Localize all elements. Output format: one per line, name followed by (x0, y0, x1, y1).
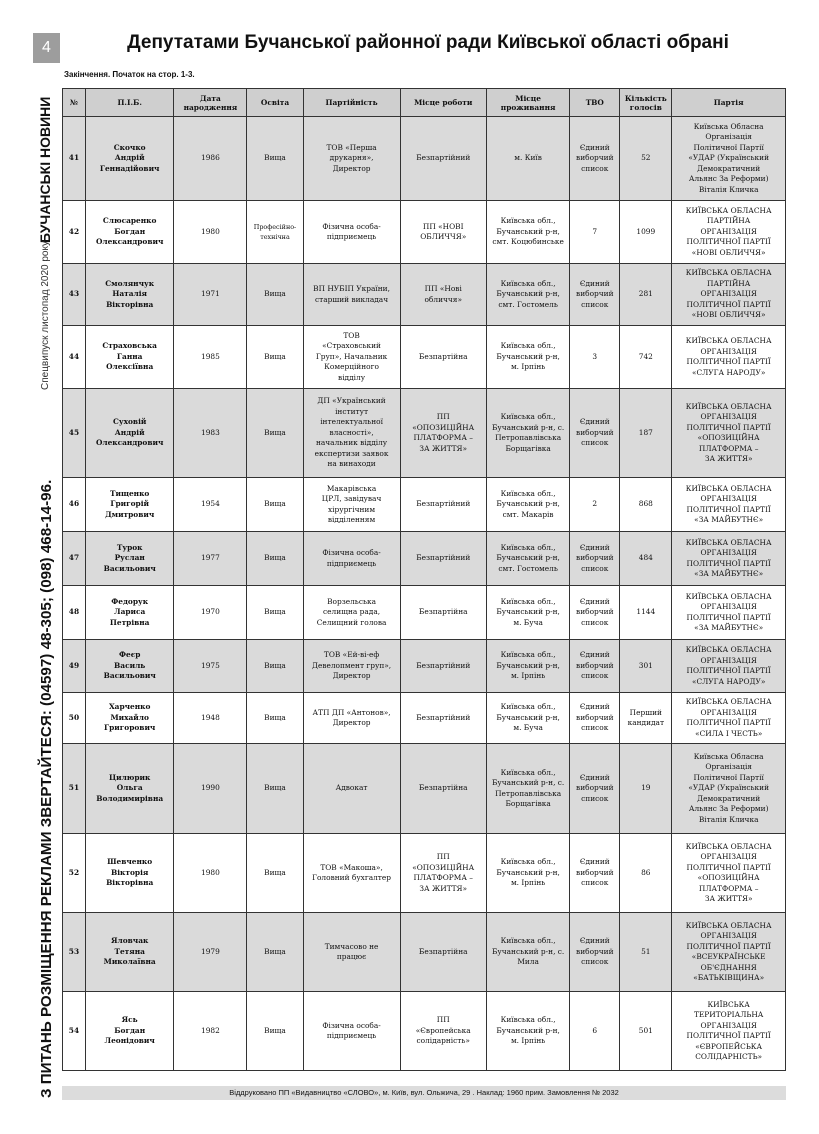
row-number-cell: 41 (63, 117, 86, 201)
residence-cell: Київська обл., Бучанський р-н, м. Ірпінь (486, 640, 569, 693)
deputy-name-cell: Шевченко Вікторія Вікторівна (85, 834, 174, 913)
partisanship-cell: Безпартійний (400, 532, 486, 586)
deputies-table (62, 88, 786, 1071)
birth-year-cell: 1979 (174, 913, 247, 992)
party-cell: КИЇВСЬКА ОБЛАСНА ОРГАНІЗАЦІЯ ПОЛІТИЧНОЇ ПАРТІЇ «ОПОЗИЦІЙНА ПЛАТФОРМА – ЗА ЖИТТЯ» (672, 389, 786, 478)
partisanship-cell: Безпартійний (400, 640, 486, 693)
page-number: 4 (33, 33, 60, 63)
votes-cell: 1099 (620, 201, 672, 264)
deputy-name-cell: Яловчак Тетяна Миколаївна (85, 913, 174, 992)
education-cell: Вища (247, 478, 303, 532)
residence-cell: Київська обл., Бучанський р-н, с. Мила (486, 913, 569, 992)
continuation-note: Закінчення. Початок на стор. 1-3. (64, 70, 195, 79)
workplace-cell: Тимчасово не працює (303, 913, 400, 992)
education-cell: Вища (247, 586, 303, 640)
table-row (63, 640, 786, 693)
deputy-name-cell: Федорук Лариса Петрівна (85, 586, 174, 640)
votes-cell: 19 (620, 744, 672, 834)
deputy-name-cell: Тищенко Григорій Дмитрович (85, 478, 174, 532)
residence-cell: Київська обл., Бучанський р-н, смт. Макарів (486, 478, 569, 532)
birth-year-cell: 1980 (174, 834, 247, 913)
deputy-name-cell: Страховська Ганна Олексіївна (85, 326, 174, 389)
row-number-cell: 53 (63, 913, 86, 992)
residence-cell: Київська обл., Бучанський р-н, м. Буча (486, 693, 569, 744)
residence-cell: Київська обл., Бучанський р-н, м. Ірпінь (486, 992, 569, 1071)
workplace-cell: ВП НУБІП України, старший викладач (303, 264, 400, 326)
education-cell: Вища (247, 913, 303, 992)
partisanship-cell: Безпартійна (400, 326, 486, 389)
partisanship-cell: ПП «ОПОЗИЦІЙНА ПЛАТФОРМА – ЗА ЖИТТЯ» (400, 834, 486, 913)
birth-year-cell: 1948 (174, 693, 247, 744)
row-number-cell: 44 (63, 326, 86, 389)
party-cell: Київська Обласна Організація Політичної Партії «УДАР (Український Демократичний Альянс За Реформи) Віталія Кличка (672, 744, 786, 834)
residence-cell: Київська обл., Бучанський р-н, смт. Гостомель (486, 264, 569, 326)
header-residence: Місце проживання (486, 89, 569, 117)
education-cell: Вища (247, 992, 303, 1071)
deputy-name-cell: Харченко Михайло Григорович (85, 693, 174, 744)
row-number-cell: 42 (63, 201, 86, 264)
votes-cell: 281 (620, 264, 672, 326)
party-cell: КИЇВСЬКА ОБЛАСНА ОРГАНІЗАЦІЯ ПОЛІТИЧНОЇ ПАРТІЇ «СЛУГА НАРОДУ» (672, 326, 786, 389)
tvo-cell: 6 (570, 992, 620, 1071)
party-cell: КИЇВСЬКА ОБЛАСНА ОРГАНІЗАЦІЯ ПОЛІТИЧНОЇ ПАРТІЇ «ЗА МАЙБУТНЄ» (672, 586, 786, 640)
workplace-cell: ТОВ «Перша друкарня», Директор (303, 117, 400, 201)
deputy-name-cell: Феєр Василь Васильович (85, 640, 174, 693)
newspaper-brand: БУЧАНСЬКІ НОВИНИ (37, 96, 53, 243)
table-row (63, 201, 786, 264)
header-workplace: Місце роботи (400, 89, 486, 117)
header-education: Освіта (247, 89, 303, 117)
tvo-cell: Єдиний виборчий список (570, 264, 620, 326)
workplace-cell: ТОВ «Страховський Груп», Начальник Комерційного відділу (303, 326, 400, 389)
tvo-cell: Єдиний виборчий список (570, 586, 620, 640)
row-number-cell: 54 (63, 992, 86, 1071)
table-row (63, 532, 786, 586)
residence-cell: Київська обл., Бучанський р-н, с. Петропавлівська Борщагівка (486, 389, 569, 478)
issue-label: Спецвипуск листопад 2020 року (40, 241, 51, 390)
birth-year-cell: 1977 (174, 532, 247, 586)
education-cell: Вища (247, 532, 303, 586)
partisanship-cell: Безпартійна (400, 744, 486, 834)
votes-cell: 501 (620, 992, 672, 1071)
row-number-cell: 49 (63, 640, 86, 693)
party-cell: Київська Обласна Організація Політичної Партії «УДАР (Український Демократичний Альянс За Реформи) Віталія Кличка (672, 117, 786, 201)
header-birth-year: Дата народження (174, 89, 247, 117)
birth-year-cell: 1975 (174, 640, 247, 693)
party-cell: КИЇВСЬКА ОБЛАСНА ОРГАНІЗАЦІЯ ПОЛІТИЧНОЇ ПАРТІЇ «ЗА МАЙБУТНЄ» (672, 532, 786, 586)
workplace-cell: АТП ДП «Антонов», Директор (303, 693, 400, 744)
deputy-name-cell: Суховій Андрій Олександрович (85, 389, 174, 478)
table-row (63, 693, 786, 744)
page-title: Депутатами Бучанської районної ради Київської області обрані (127, 32, 729, 53)
workplace-cell: Адвокат (303, 744, 400, 834)
tvo-cell: Єдиний виборчий список (570, 389, 620, 478)
row-number-cell: 52 (63, 834, 86, 913)
tvo-cell: Єдиний виборчий список (570, 913, 620, 992)
workplace-cell: Фізична особа- підприємець (303, 532, 400, 586)
header-votes: Кількість голосів (620, 89, 672, 117)
birth-year-cell: 1954 (174, 478, 247, 532)
deputy-name-cell: Ясь Богдан Леонідович (85, 992, 174, 1071)
tvo-cell: 2 (570, 478, 620, 532)
deputy-name-cell: Турок Руслан Васильович (85, 532, 174, 586)
votes-cell: 51 (620, 913, 672, 992)
birth-year-cell: 1986 (174, 117, 247, 201)
residence-cell: Київська обл., Бучанський р-н, с. Петропавлівська Борщагівка (486, 744, 569, 834)
row-number-cell: 43 (63, 264, 86, 326)
party-cell: КИЇВСЬКА ОБЛАСНА ПАРТІЙНА ОРГАНІЗАЦІЯ ПОЛІТИЧНОЇ ПАРТІЇ «НОВІ ОБЛИЧЧЯ» (672, 201, 786, 264)
table-row (63, 326, 786, 389)
table-row (63, 389, 786, 478)
workplace-cell: Ворзельська селищна рада, Селищний голова (303, 586, 400, 640)
workplace-cell: Макарівська ЦРЛ, завідувач хірургічним відділенням (303, 478, 400, 532)
workplace-cell: Фізична особа- підприємець (303, 201, 400, 264)
birth-year-cell: 1970 (174, 586, 247, 640)
birth-year-cell: 1971 (174, 264, 247, 326)
row-number-cell: 45 (63, 389, 86, 478)
workplace-cell: Фізична особа- підприємець (303, 992, 400, 1071)
residence-cell: Київська обл., Бучанський р-н, м. Ірпінь (486, 326, 569, 389)
education-cell: Вища (247, 117, 303, 201)
deputy-name-cell: Смолянчук Наталія Вікторівна (85, 264, 174, 326)
tvo-cell: Єдиний виборчий список (570, 744, 620, 834)
party-cell: КИЇВСЬКА ОБЛАСНА ОРГАНІЗАЦІЯ ПОЛІТИЧНОЇ ПАРТІЇ «СИЛА І ЧЕСТЬ» (672, 693, 786, 744)
partisanship-cell: Безпартійний (400, 117, 486, 201)
tvo-cell: 3 (570, 326, 620, 389)
row-number-cell: 50 (63, 693, 86, 744)
residence-cell: Київська обл., Бучанський р-н, м. Буча (486, 586, 569, 640)
votes-cell: 868 (620, 478, 672, 532)
education-cell: Вища (247, 744, 303, 834)
education-cell: Вища (247, 326, 303, 389)
row-number-cell: 46 (63, 478, 86, 532)
partisanship-cell: ПП «Нові обличчя» (400, 264, 486, 326)
education-cell: Вища (247, 834, 303, 913)
votes-cell: 301 (620, 640, 672, 693)
table-header-row (63, 89, 786, 117)
birth-year-cell: 1990 (174, 744, 247, 834)
row-number-cell: 47 (63, 532, 86, 586)
partisanship-cell: ПП «НОВІ ОБЛИЧЧЯ» (400, 201, 486, 264)
votes-cell: 742 (620, 326, 672, 389)
partisanship-cell: Безпартійна (400, 586, 486, 640)
votes-cell: 484 (620, 532, 672, 586)
table-row (63, 913, 786, 992)
table-row (63, 478, 786, 532)
workplace-cell: ТОВ «Макоша», Головний бухгалтер (303, 834, 400, 913)
table-row (63, 117, 786, 201)
header-number: № (63, 89, 86, 117)
tvo-cell: 7 (570, 201, 620, 264)
workplace-cell: ТОВ «Ей-ві-еф Девелопмент груп», Директор (303, 640, 400, 693)
party-cell: КИЇВСЬКА ТЕРИТОРІАЛЬНА ОРГАНІЗАЦІЯ ПОЛІТИЧНОЇ ПАРТІЇ «ЄВРОПЕЙСЬКА СОЛІДАРНІСТЬ» (672, 992, 786, 1071)
birth-year-cell: 1982 (174, 992, 247, 1071)
table-row (63, 992, 786, 1071)
votes-cell: Перший кандидат (620, 693, 672, 744)
workplace-cell: ДП «Український інститут інтелектуальної власності», начальник відділу експертизи заявок на винаходи (303, 389, 400, 478)
header-partisanship: Партійність (303, 89, 400, 117)
votes-cell: 86 (620, 834, 672, 913)
partisanship-cell: Безпартійний (400, 478, 486, 532)
tvo-cell: Єдиний виборчий список (570, 532, 620, 586)
table-row (63, 264, 786, 326)
header-name: П.І.Б. (85, 89, 174, 117)
tvo-cell: Єдиний виборчий список (570, 834, 620, 913)
education-cell: Вища (247, 264, 303, 326)
deputy-name-cell: Слюсаренко Богдан Олександрович (85, 201, 174, 264)
partisanship-cell: ПП «ОПОЗИЦІЙНА ПЛАТФОРМА – ЗА ЖИТТЯ» (400, 389, 486, 478)
residence-cell: м. Київ (486, 117, 569, 201)
tvo-cell: Єдиний виборчий список (570, 640, 620, 693)
header-party: Партія (672, 89, 786, 117)
row-number-cell: 51 (63, 744, 86, 834)
table-row (63, 744, 786, 834)
row-number-cell: 48 (63, 586, 86, 640)
party-cell: КИЇВСЬКА ОБЛАСНА ОРГАНІЗАЦІЯ ПОЛІТИЧНОЇ ПАРТІЇ «ВСЕУКРАЇНСЬКЕ ОБ'ЄДНАННЯ «БАТЬКІВЩИНА» (672, 913, 786, 992)
deputy-name-cell: Цилюрик Ольга Володимирівна (85, 744, 174, 834)
partisanship-cell: ПП «Європейська солідарність» (400, 992, 486, 1071)
tvo-cell: Єдиний виборчий список (570, 693, 620, 744)
party-cell: КИЇВСЬКА ОБЛАСНА ОРГАНІЗАЦІЯ ПОЛІТИЧНОЇ ПАРТІЇ «ЗА МАЙБУТНЄ» (672, 478, 786, 532)
education-cell: Професійно- технічна (247, 201, 303, 264)
residence-cell: Київська обл., Бучанський р-н, смт. Коцюбинське (486, 201, 569, 264)
print-imprint: Віддруковано ПП «Видавництво «СЛОВО», м. Київ, вул. Ольжича, 29 . Наклад: 1960 прим. Замовлення № 2032 (62, 1086, 786, 1100)
education-cell: Вища (247, 389, 303, 478)
tvo-cell: Єдиний виборчий список (570, 117, 620, 201)
advertising-contact: З ПИТАНЬ РОЗМІЩЕННЯ РЕКЛАМИ ЗВЕРТАЙТЕСЯ: (04597) 48-305; (098) 468-14-96. (38, 479, 55, 1098)
education-cell: Вища (247, 640, 303, 693)
birth-year-cell: 1980 (174, 201, 247, 264)
partisanship-cell: Безпартійна (400, 913, 486, 992)
party-cell: КИЇВСЬКА ОБЛАСНА ОРГАНІЗАЦІЯ ПОЛІТИЧНОЇ ПАРТІЇ «СЛУГА НАРОДУ» (672, 640, 786, 693)
votes-cell: 52 (620, 117, 672, 201)
votes-cell: 1144 (620, 586, 672, 640)
votes-cell: 187 (620, 389, 672, 478)
birth-year-cell: 1983 (174, 389, 247, 478)
table-row (63, 586, 786, 640)
deputy-name-cell: Скочко Андрій Геннадійович (85, 117, 174, 201)
partisanship-cell: Безпартійний (400, 693, 486, 744)
residence-cell: Київська обл., Бучанський р-н, смт. Гостомель (486, 532, 569, 586)
education-cell: Вища (247, 693, 303, 744)
table-row (63, 834, 786, 913)
party-cell: КИЇВСЬКА ОБЛАСНА ПАРТІЙНА ОРГАНІЗАЦІЯ ПОЛІТИЧНОЇ ПАРТІЇ «НОВІ ОБЛИЧЧЯ» (672, 264, 786, 326)
header-tvo: ТВО (570, 89, 620, 117)
party-cell: КИЇВСЬКА ОБЛАСНА ОРГАНІЗАЦІЯ ПОЛІТИЧНОЇ ПАРТІЇ «ОПОЗИЦІЙНА ПЛАТФОРМА – ЗА ЖИТТЯ» (672, 834, 786, 913)
birth-year-cell: 1985 (174, 326, 247, 389)
residence-cell: Київська обл., Бучанський р-н, м. Ірпінь (486, 834, 569, 913)
